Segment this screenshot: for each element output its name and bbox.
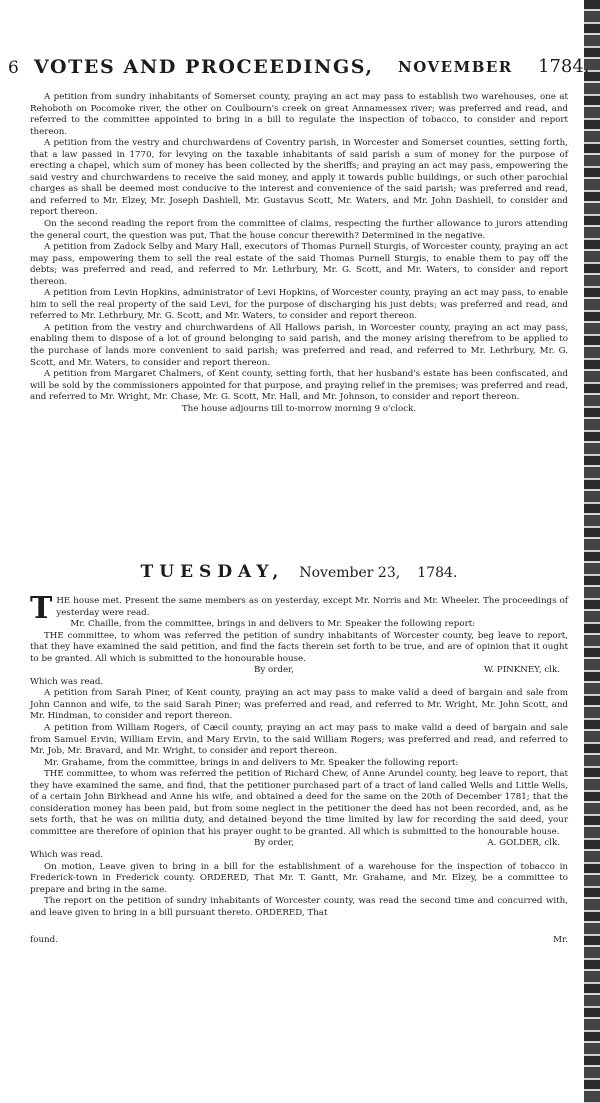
opening-text: HE house met. Present the same members as on yesterday, except Mr. Norris and Mr. Wheeler. The proceedings of yesterday were read.	[56, 596, 568, 618]
paragraph: Mr. Grahame, from the committee, brings in and delivers to Mr. Speaker the following report:	[44, 757, 459, 768]
page-number: 6	[8, 58, 19, 78]
paragraph: On motion, Leave given to bring in a bill for the establishment of a warehouse for the inspection of tobacco in Frederick-town in Frederick county. ORDERED, That Mr. T. Gantt, Mr. Grahame, and Mr. Elzey, be a committee to prepare and bring in the same.	[30, 861, 568, 895]
monday-proceedings	[30, 92, 568, 415]
report-paragraph: THE committee, to whom was referred the petition of sundry inhabitants of Worcester county, beg leave to report, that they have examined the said petition, and find the facts therein set forth to be true, and are of opinion that it ought to be granted. All which is submitted to the honourable house.	[30, 630, 568, 664]
paragraph: A petition from Levin Hopkins, administrator of Levi Hopkins, of Worcester county, praying an act may pass, to enable him to sell the real property of the said Levi, for the purpose of discharging his just debts; was preferred and read, and referred to Mr. Lethrbury, Mr. G. Scott, and Mr. Waters, to consider and report thereon.	[30, 288, 568, 322]
binding-edge	[584, 0, 600, 1103]
clerk-name: A. GOLDER, clk.	[487, 838, 560, 849]
paragraph: A petition from Zadock Selby and Mary Hall, executors of Thomas Purnell Sturgis, of Worcester county, praying an act may pass, empowering them to sell the real estate of the said Thomas Purnell Sturgis, to enable them to pay off the debts; was preferred and read, and referred to Mr. Lethrbury, Mr. G. Scott, and Mr. Waters, to consider and report thereon.	[30, 242, 568, 287]
adjournment-line: The house adjourns till to-morrow morning 9 o'clock.	[181, 403, 417, 414]
tuesday-proceedings	[30, 591, 568, 945]
paragraph: A petition from the vestry and churchwardens of Coventry parish, in Worcester and Somerset counties, setting forth, that a law passed in 1770, for levying on the taxable inhabitants of said parish a sum of money for the purpose of erecting a chapel, which sum of money has been collected by the sheriffs; and praying an act may pass, empowering the said vestry and churchwardens to receive the said money, and apply it towards public buildings, or such other parochial charges as shall be deemed most conducive to the interest and convenience of the said parish; was preferred and read, and referred to Mr. Elzey, Mr. Joseph Dashiell, Mr. Gustavus Scott, Mr. Waters, and Mr. John Dashiell, to consider and report thereon.	[30, 138, 568, 218]
paragraph: Mr. Chaille, from the committee, brings in and delivers to Mr. Speaker the following report:	[70, 619, 476, 630]
signature-line	[30, 838, 568, 850]
paragraph: Which was read.	[30, 676, 104, 687]
paragraph: Which was read.	[30, 850, 104, 861]
catchword-row	[30, 919, 568, 945]
report-paragraph: THE committee, to whom was referred the petition of Richard Chew, of Anne Arundel county, beg leave to report, that they have examined the same, and find, that the petitioner purchased part of a tract of land called Wells and Little Wells, of a certain John Birkhead and Anne his wife, and obtained a deed for the same on the 20th of December 1781; that the consideration money has been paid, but from some neglect in the petitioner the deed has not been recorded, and, as he sets forth, that he was on militia duty, and detained beyond the time limited by law for recording the said deed, your committee are therefore of opinion that his prayer ought to be granted. All which is submitted to the honourable house.	[30, 769, 568, 837]
catchword-left: found.	[30, 934, 58, 945]
catchword-right: Mr.	[553, 934, 568, 945]
running-month: NOVEMBER	[398, 58, 513, 76]
day-heading	[30, 562, 568, 582]
running-year: 1784.	[538, 56, 590, 77]
drop-cap: T	[30, 591, 53, 626]
paragraph: A petition from the vestry and churchwardens of All Hallows parish, in Worcester county, praying an act may pass, enabling them to dispose of a lot of ground belonging to said parish, and the money arising therefrom to be applied to the purchase of lands more convenient to said parish; was preferred and read, and referred to Mr. Lethrbury, Mr. G. Scott, and Mr. Waters, to consider and report thereon.	[30, 322, 568, 368]
paragraph: The report on the petition of sundry inhabitants of Worcester county, was read the second time and concurred with, and leave given to bring in a bill pursuant thereto. ORDERED, That	[30, 896, 568, 918]
signature-line	[30, 665, 568, 677]
paragraph: On the second reading the report from the committee of claims, respecting the further allowance to jurors attending the general court, the question was put, That the house concur therewith? Determined in the negative.	[30, 219, 568, 241]
paragraph: A petition from Sarah Piner, of Kent county, praying an act may pass to make valid a deed of bargain and sale from John Cannon and wife, to the said Sarah Piner; was preferred and read, and referred to Mr. Wright, Mr. John Scott, and Mr. Hindman, to consider and report thereon.	[30, 688, 568, 722]
day-year: 1784.	[417, 565, 458, 581]
by-order: By order,	[254, 665, 295, 676]
paragraph: A petition from Margaret Chalmers, of Kent county, setting forth, that her husband's estate has been confiscated, and will be sold by the commissioners appointed for that purpose, and praying relief in the premises; was preferred and read, and referred to Mr. Wright, Mr. Chase, Mr. G. Scott, Mr. Hall, and Mr. Johnson, to consider and report thereon.	[30, 369, 568, 403]
paragraph: A petition from sundry inhabitants of Somerset county, praying an act may pass to establish two warehouses, one at Rehoboth on Pocomoke river, the other on Coulbourn's creek on great Annamessex river; was preferred and read, and referred to the committee appointed to bring in a bill to regulate the inspection of tobacco, to consider and report thereon.	[30, 92, 568, 137]
day-name: TUESDAY,	[140, 562, 285, 582]
running-header	[8, 56, 590, 84]
by-order: By order,	[254, 838, 295, 849]
day-date: November 23,	[299, 565, 401, 581]
running-title: VOTES AND PROCEEDINGS,	[34, 56, 374, 78]
clerk-name: W. PINKNEY, clk.	[483, 665, 560, 676]
paragraph: A petition from William Rogers, of Cæcil county, praying an act may pass to make valid a deed of bargain and sale from Samuel Ervin, William Ervin, and Mary Ervin, to the said William Rogers; was preferred and read, and referred to Mr. Job, Mr. Bravard, and Mr. Wright, to consider and report thereon.	[30, 723, 568, 757]
